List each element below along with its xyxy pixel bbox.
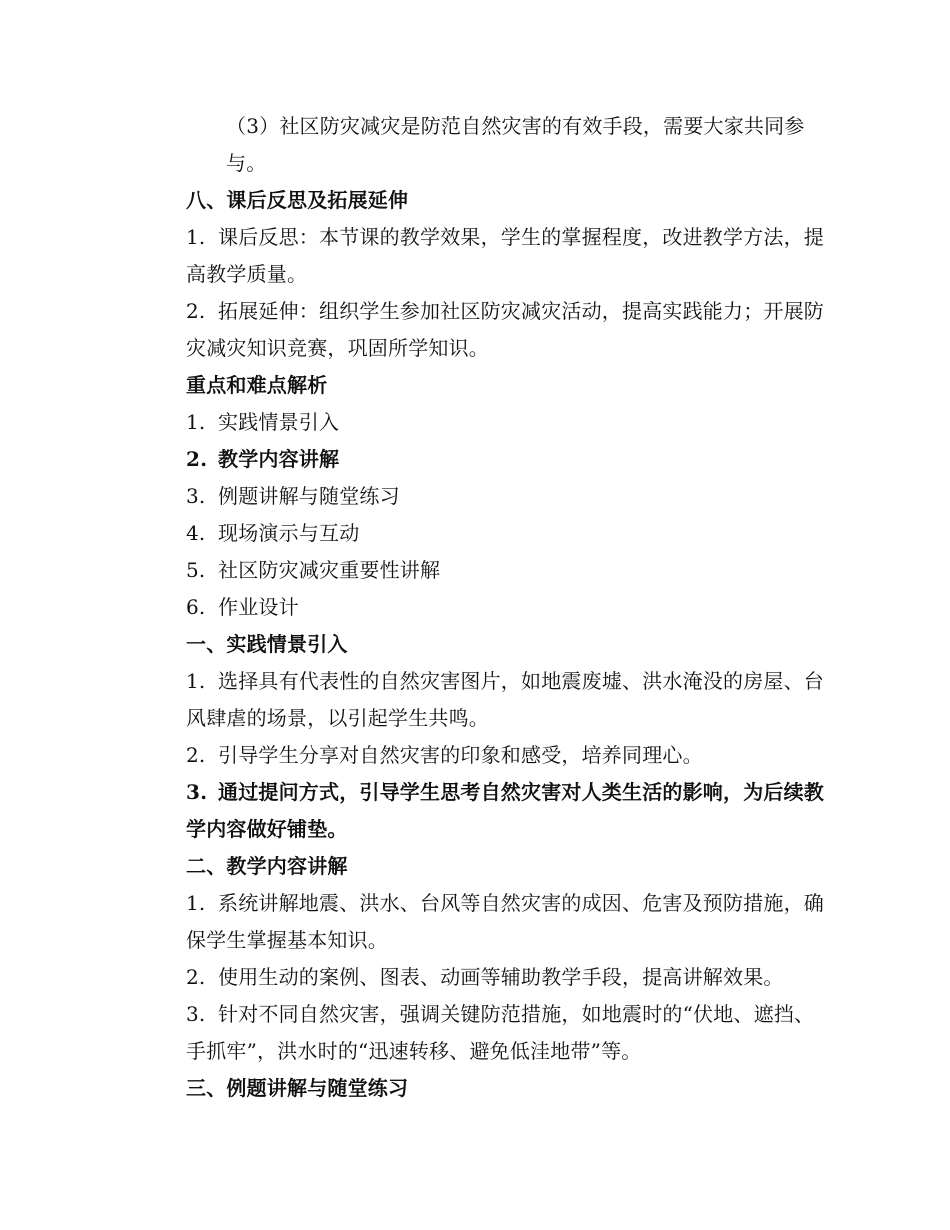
list-item-text: 例题讲解与随堂练习: [218, 484, 400, 508]
paragraph-key-measures: [142, 996, 832, 1070]
paragraph-text: 系统讲解地震、洪水、台风等自然灾害的成因、危害及预防措施，确保学生掌握基本知识。: [186, 891, 824, 952]
list-number: 3.: [186, 484, 206, 508]
paragraph-text: （3）社区防灾减灾是防范自然灾害的有效手段，需要大家共同参与。: [226, 114, 805, 175]
document-body: [142, 108, 832, 1107]
paragraph-share-feelings: [142, 737, 832, 774]
list-number: 2.: [186, 299, 206, 323]
list-number: 1.: [186, 410, 206, 434]
list-item-text: 社区防灾减灾重要性讲解: [218, 558, 441, 582]
list-item-text: 教学内容讲解: [218, 447, 340, 471]
section-heading-examples: [142, 1070, 832, 1107]
paragraph-text: 拓展延伸：组织学生参加社区防灾减灾活动，提高实践能力；开展防灾减灾知识竞赛，巩固所学知识。: [186, 299, 824, 360]
list-item: [142, 515, 832, 552]
list-item-text: 实践情景引入: [218, 410, 340, 434]
list-item: [142, 441, 832, 478]
paragraph-systematic-explanation: [142, 885, 832, 959]
paragraph-reflection: [142, 219, 832, 293]
list-number: 2.: [186, 743, 206, 767]
list-item-text: 现场演示与互动: [218, 521, 360, 545]
list-item: [142, 552, 832, 589]
section-heading-practice-intro: [142, 626, 832, 663]
list-number: 3.: [186, 1002, 206, 1026]
list-number: 6.: [186, 595, 206, 619]
list-item-text: 作业设计: [218, 595, 299, 619]
list-number: 2.: [186, 965, 206, 989]
paragraph-text: 引导学生分享对自然灾害的印象和感受，培养同理心。: [218, 743, 703, 767]
paragraph-disaster-images: [142, 663, 832, 737]
list-number: 1.: [186, 669, 206, 693]
list-number: 1.: [186, 891, 206, 915]
list-number: 2.: [186, 447, 208, 471]
heading-text: 一、实践情景引入: [186, 632, 348, 656]
heading-text: 重点和难点解析: [186, 373, 328, 397]
list-number: 1.: [186, 225, 206, 249]
section-heading-teaching-content: [142, 848, 832, 885]
list-number: 4.: [186, 521, 206, 545]
paragraph-text: 选择具有代表性的自然灾害图片，如地震废墟、洪水淹没的房屋、台风肆虐的场景，以引起学生共鸣。: [186, 669, 824, 730]
paragraph-text: 针对不同自然灾害，强调关键防范措施，如地震时的“伏地、遮挡、手抓牢”，洪水时的“迅速转移、避免低洼地带”等。: [186, 1002, 815, 1063]
section-heading-key-points: [142, 367, 832, 404]
list-item: [142, 589, 832, 626]
paragraph-text: 使用生动的案例、图表、动画等辅助教学手段，提高讲解效果。: [218, 965, 784, 989]
paragraph-text: 通过提问方式，引导学生思考自然灾害对人类生活的影响，为后续教学内容做好铺垫。: [186, 780, 824, 841]
heading-text: 八、课后反思及拓展延伸: [186, 188, 409, 212]
paragraph-teaching-aids: [142, 959, 832, 996]
list-item: [142, 478, 832, 515]
list-item: [142, 404, 832, 441]
list-number: 3.: [186, 780, 208, 804]
list-number: 5.: [186, 558, 206, 582]
heading-text: 二、教学内容讲解: [186, 854, 348, 878]
paragraph-text: 课后反思：本节课的教学效果，学生的掌握程度，改进教学方法，提高教学质量。: [186, 225, 824, 286]
paragraph-community-participation: [142, 108, 832, 182]
section-heading-reflection: [142, 182, 832, 219]
paragraph-questioning: [142, 774, 832, 848]
paragraph-extension: [142, 293, 832, 367]
heading-text: 三、例题讲解与随堂练习: [186, 1076, 409, 1100]
